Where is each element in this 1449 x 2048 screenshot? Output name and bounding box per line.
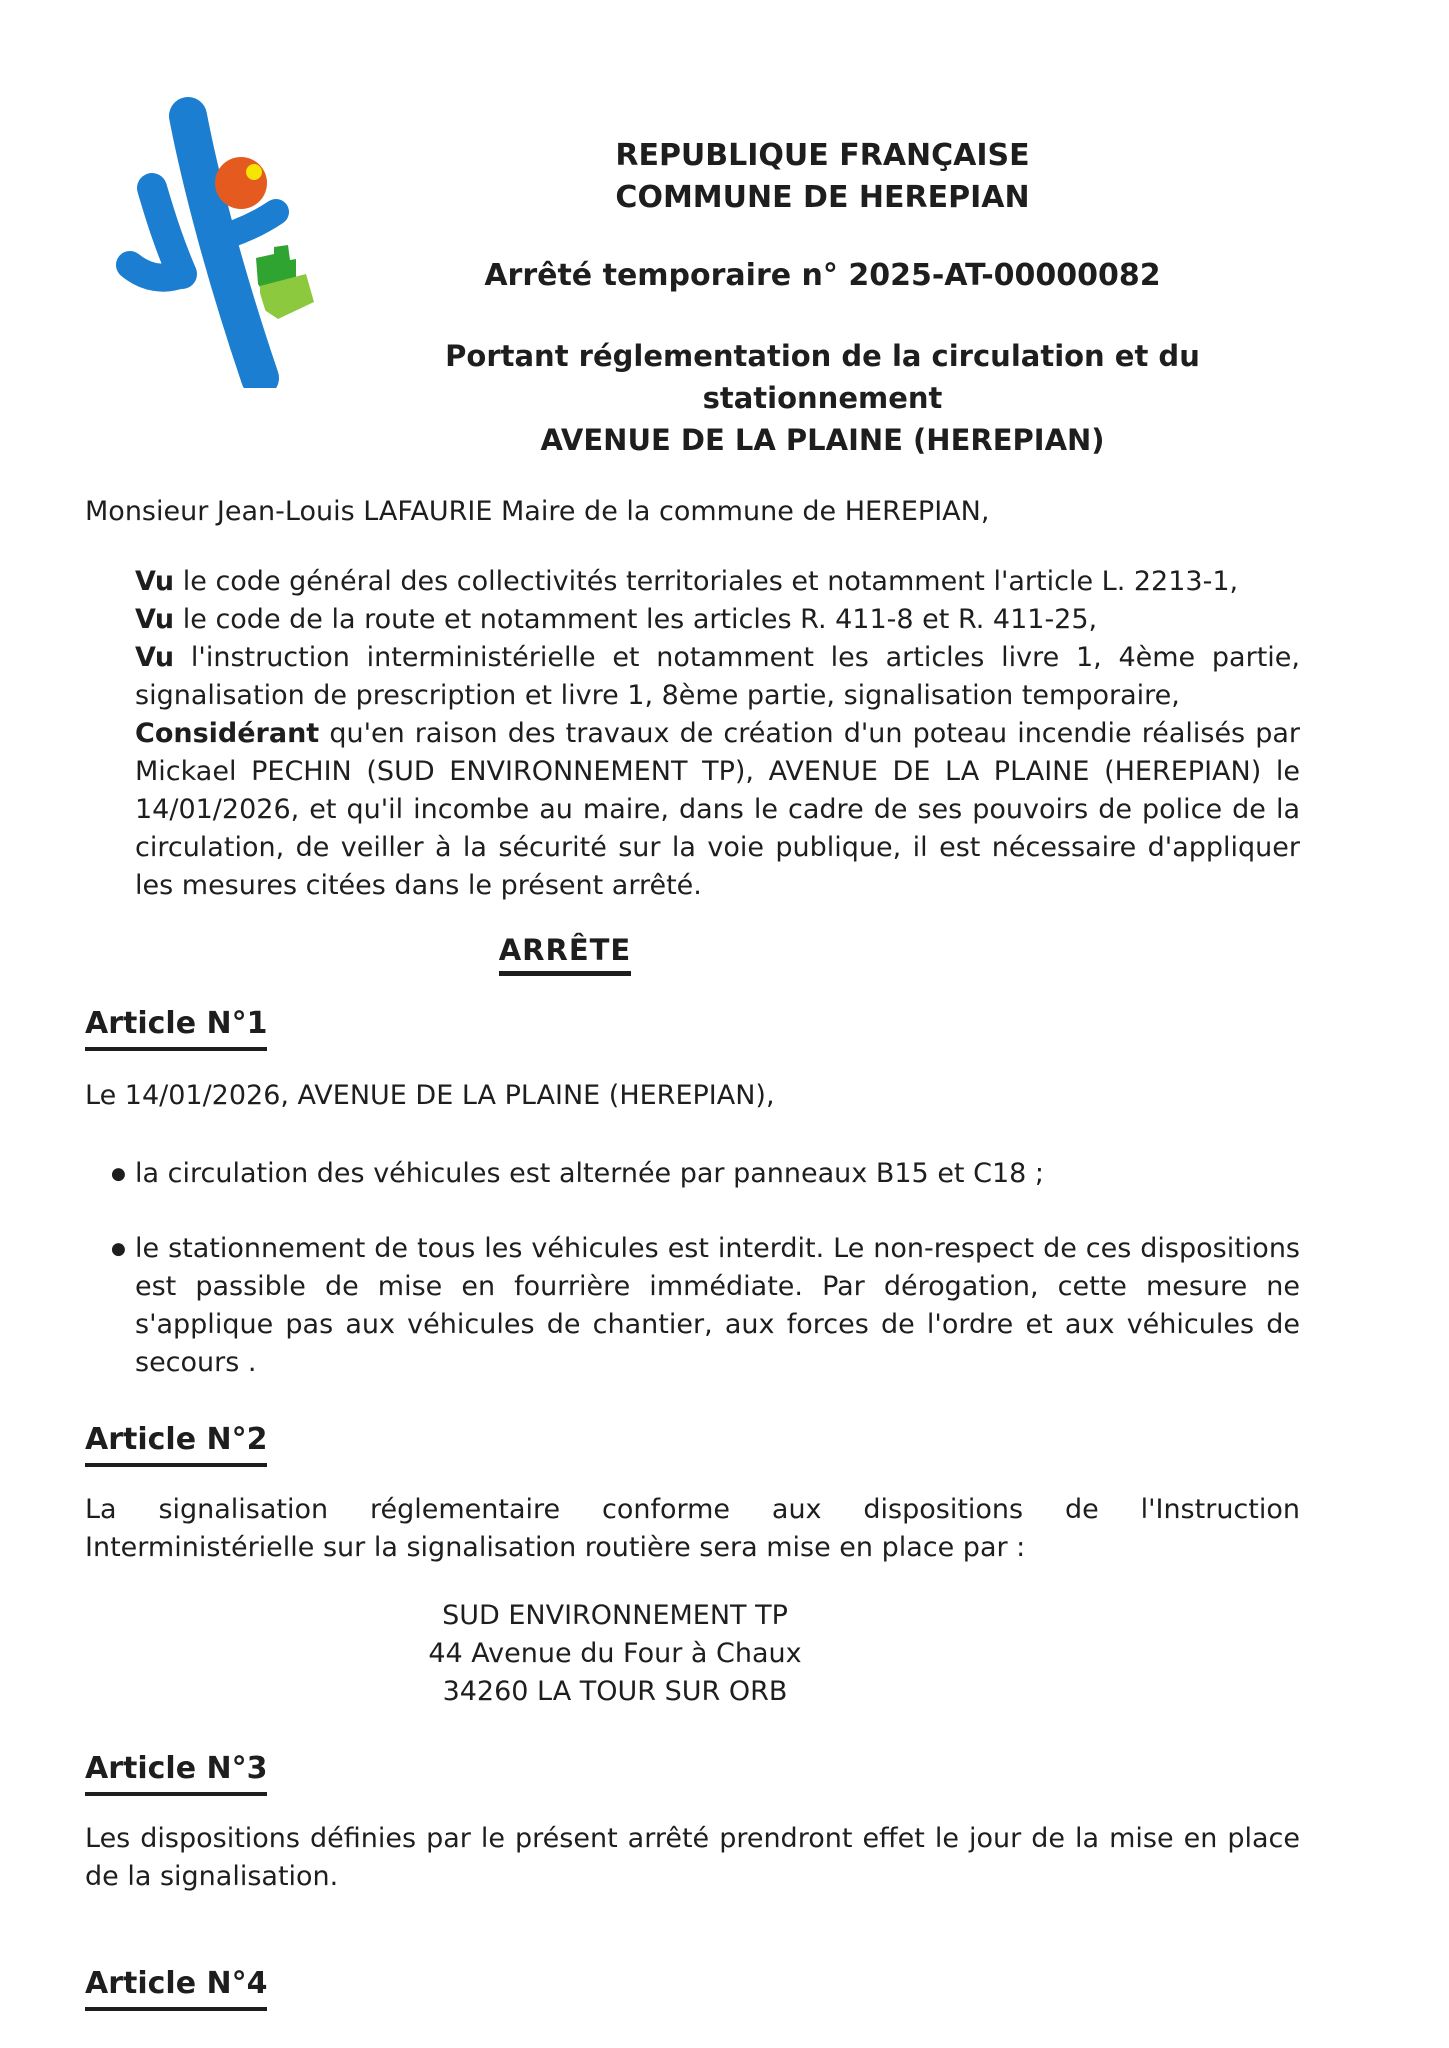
decree-subject	[345, 335, 1300, 461]
recital-vu-1	[135, 563, 1300, 601]
mayor-line: Monsieur Jean-Louis LAFAURIE Maire de la commune de HEREPIAN,	[85, 496, 990, 527]
recital-vu-2	[135, 601, 1300, 639]
commune-logo-icon	[108, 88, 346, 388]
recitals-block	[135, 563, 1300, 905]
recital-text: le code de la route et notamment les articles R. 411-8 et R. 411-25,	[182, 604, 1098, 635]
decree-location: AVENUE DE LA PLAINE (HEREPIAN)	[540, 423, 1105, 457]
bullet-item: ● la circulation des véhicules est alternée par panneaux B15 et C18 ;	[85, 1155, 1300, 1193]
recital-text: qu'en raison des travaux de création d'un poteau incendie réalisés par Mickael PECHIN (SUD ENVIRONNEMENT TP), AVENUE DE LA PLAINE (HEREPIAN) le 14/01/2026, et qu'il incombe au maire, dans le cadre de ses pouvoirs de police de la circulation, de veiller à la sécurité sur la voie publique, il est nécessaire d'appliquer les mesures citées dans le présent arrêté.	[135, 718, 1300, 901]
company-address-block	[85, 1597, 1145, 1711]
logo-left-foot	[130, 265, 182, 278]
recital-text: l'instruction interministérielle et notamment les articles livre 1, 4ème partie, signalisation de prescription et livre 1, 8ème partie, signalisation temporaire,	[135, 642, 1300, 711]
recital-label: Vu	[135, 604, 175, 635]
article-2-body: La signalisation réglementaire conforme aux dispositions de l'Instruction Interministérielle sur la signalisation routière sera mise en place par :	[85, 1494, 1300, 1563]
commune-title: COMMUNE DE HEREPIAN	[615, 180, 1030, 215]
recital-vu-3	[135, 639, 1300, 715]
logo-sun-icon	[215, 157, 267, 209]
arrete-heading-wrap	[85, 931, 1045, 976]
arrete-heading: ARRÊTE	[499, 931, 632, 976]
republic-title: REPUBLIQUE FRANÇAISE	[615, 138, 1030, 173]
decree-number: Arrêté temporaire n° 2025-AT-00000082	[484, 258, 1161, 293]
article-2-heading: Article N°2	[85, 1420, 1300, 1467]
article-4-heading: Article N°4	[85, 1964, 1300, 2011]
decree-subject-line-2: stationnement	[702, 381, 943, 415]
article-3-body: Les dispositions définies par le présent arrêté prendront effet le jour de la mise en place de la signalisation.	[85, 1823, 1300, 1892]
recital-text: le code général des collectivités territoriales et notamment l'article L. 2213-1,	[182, 566, 1239, 597]
document-header	[345, 0, 1300, 461]
company-name: SUD ENVIRONNEMENT TP	[442, 1600, 788, 1631]
company-street: 44 Avenue du Four à Chaux	[428, 1638, 802, 1669]
article-1-intro: Le 14/01/2026, AVENUE DE LA PLAINE (HEREPIAN),	[85, 1080, 775, 1111]
decree-subject-line-1: Portant réglementation de la circulation et du	[445, 339, 1200, 373]
recital-label: Vu	[135, 566, 175, 597]
article-1-heading: Article N°1	[85, 1004, 1300, 1051]
recital-considerant	[135, 715, 1300, 905]
recital-label: Considérant	[135, 718, 320, 749]
recital-label: Vu	[135, 642, 175, 673]
bullet-item: ● le stationnement de tous les véhicules est interdit. Le non-respect de ces dispositions est passible de mise en fourrière immédiate. Par dérogation, cette mesure ne s'applique pas aux véhicules de chantier, aux forces de l'ordre et aux véhicules de secours .	[85, 1230, 1300, 1382]
article-1-bullets	[85, 1155, 1300, 1382]
article-3-heading: Article N°3	[85, 1749, 1300, 1796]
company-city: 34260 LA TOUR SUR ORB	[442, 1676, 788, 1707]
logo-sun-highlight	[246, 164, 262, 180]
